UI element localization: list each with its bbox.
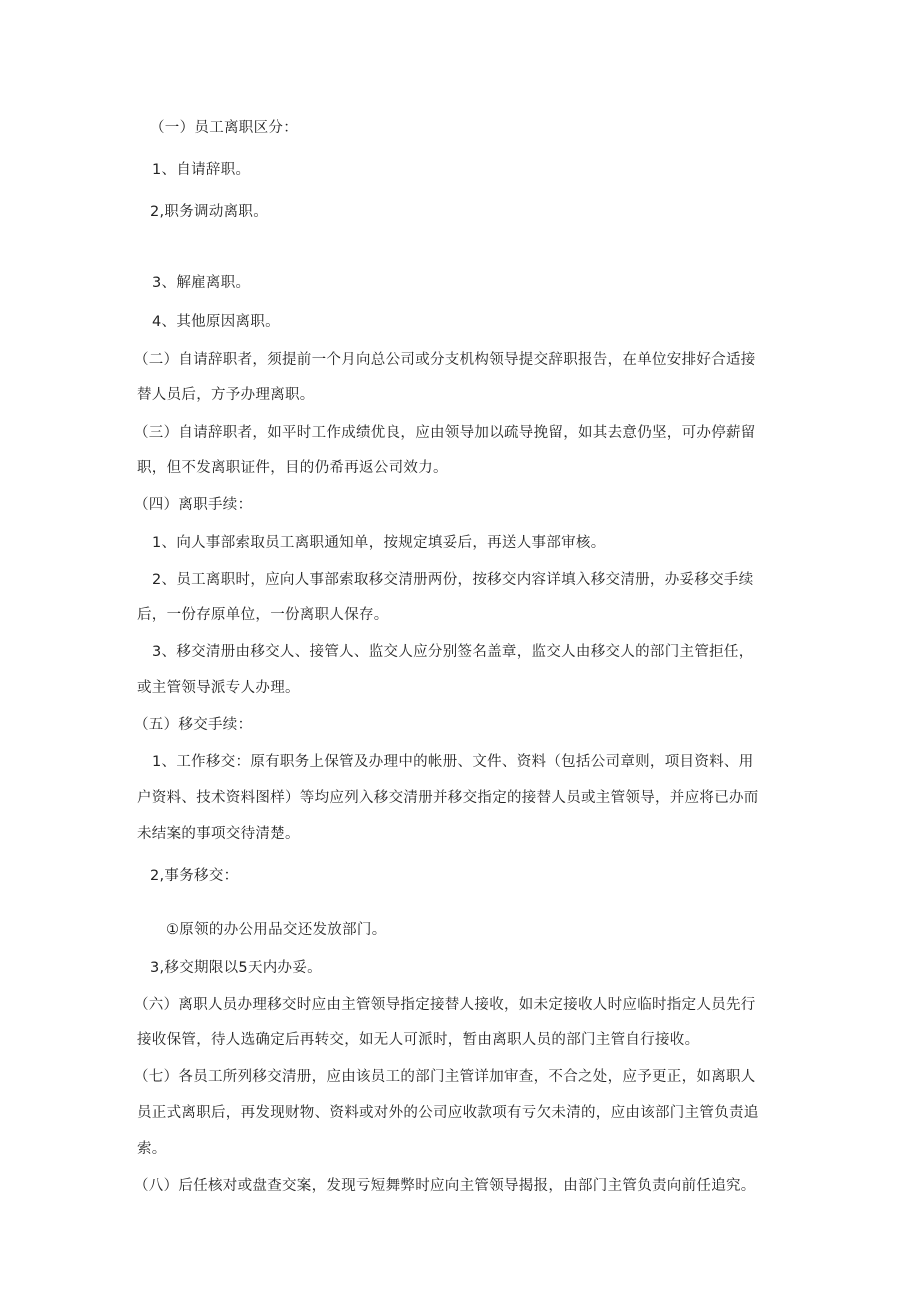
paragraph-line: （二）自请辞职者，须提前一个月向总公司或分支机构领导提交辞职报告，在单位安排好合适接	[134, 352, 756, 368]
paragraph-line: 未结案的事项交待清楚。	[137, 826, 300, 842]
paragraph-line: 替人员后，方予办理离职。	[137, 387, 315, 403]
paragraph-line: 或主管领导派专人办理。	[137, 680, 300, 696]
paragraph-line: 接收保管，待人选确定后再转交，如无人可派时，暂由离职人员的部门主管自行接收。	[137, 1032, 700, 1048]
list-item: 3、移交清册由移交人、接管人、监交人应分别签名盖章，监交人由移交人的部门主管拒任，	[152, 644, 754, 660]
paragraph-line: （六）离职人员办理移交时应由主管领导指定接替人接收，如未定接收人时应临时指定人员先行	[134, 997, 756, 1013]
section-heading-1: （一）员工离职区分：	[150, 120, 298, 136]
paragraph-line: （三）自请辞职者，如平时工作成绩优良，应由领导加以疏导挽留，如其去意仍坚，可办停薪留	[134, 425, 756, 441]
list-item: 2、员工离职时，应向人事部索取移交清册两份，按移交内容详填入移交清册，办妥移交手续	[152, 572, 754, 588]
list-item: 2,职务调动离职。	[150, 204, 269, 220]
list-item: 3,移交期限以5天内办妥。	[150, 960, 322, 976]
paragraph-line: 员正式离职后，再发现财物、资料或对外的公司应收款项有亏欠未清的，应由该部门主管负责追	[137, 1105, 759, 1121]
list-item: 1、向人事部索取员工离职通知单，按规定填妥后，再送人事部审核。	[152, 535, 606, 551]
list-item: 3、解雇离职。	[152, 275, 251, 291]
list-item: ①原领的办公用品交还发放部门。	[166, 922, 387, 938]
paragraph-line: 户资料、技术资料图样）等均应列入移交清册并移交指定的接替人员或主管领导，并应将已办而	[137, 790, 759, 806]
paragraph-line: （八）后任核对或盘查交案，发现亏短舞弊时应向主管领导揭报，由部门主管负责向前任追究。	[134, 1178, 756, 1194]
paragraph-line: 后，一份存原单位，一份离职人保存。	[137, 607, 389, 623]
list-item: 1、工作移交：原有职务上保管及办理中的帐册、文件、资料（包括公司章则，项目资料、用	[152, 754, 754, 770]
paragraph-line: （七）各员工所列移交清册，应由该员工的部门主管详加审查，不合之处，应予更正，如离职人	[134, 1069, 756, 1085]
paragraph-line: 索。	[137, 1141, 167, 1157]
paragraph-line: 职，但不发离职证件，目的仍希再返公司效力。	[137, 460, 448, 476]
list-item: 2,事务移交：	[150, 868, 239, 884]
list-item: 4、其他原因离职。	[152, 314, 280, 330]
list-item: 1、自请辞职。	[152, 162, 251, 178]
section-heading-5: （五）移交手续：	[134, 717, 253, 733]
section-heading-4: （四）离职手续：	[134, 497, 253, 513]
